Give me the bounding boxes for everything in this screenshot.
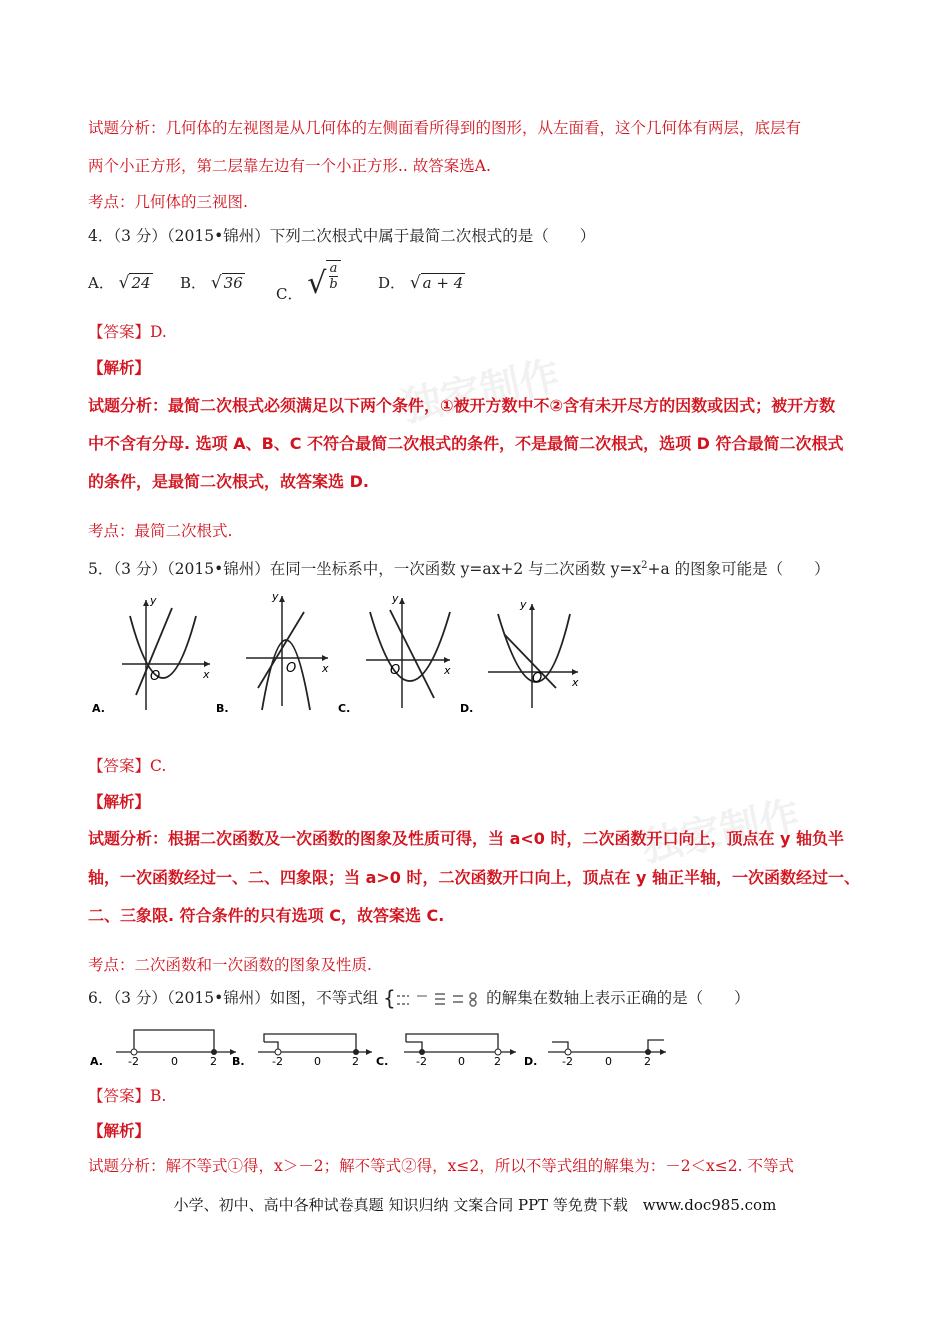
q4-analysis-line1: 试题分析：最简二次根式必须满足以下两个条件，①被开方数中不②含有未开尽方的因数或因式；被开方数 bbox=[88, 396, 836, 415]
tick-label: -2 bbox=[562, 1055, 573, 1068]
option-label: C． bbox=[276, 285, 303, 303]
q4-option-b: B． √ 36 bbox=[180, 273, 243, 293]
option-label: A． bbox=[88, 274, 114, 292]
stem-text: 的解集在数轴上表示正确的是（ ） bbox=[486, 989, 750, 1007]
y-axis-label: y bbox=[392, 592, 399, 605]
stem-text: 5．（3 分）（2015•锦州）在同一坐标系中，一次函数 y=ax+2 与二次函数 y=x bbox=[88, 560, 642, 579]
q4-stem: 4．（3 分）（2015•锦州）下列二次根式中属于最简二次根式的是（ ） bbox=[88, 227, 596, 245]
q6-number-lines bbox=[86, 1022, 686, 1072]
q4-jiexi-tag: 【解析】 bbox=[88, 359, 151, 377]
q3-analysis-line1: 试题分析：几何体的左视图是从几何体的左侧面看所得到的图形，从左面看，这个几何体有两层，底层有 bbox=[88, 119, 802, 137]
origin-label: O bbox=[390, 663, 401, 678]
graph-label: C. bbox=[338, 702, 351, 715]
tick-label: 2 bbox=[644, 1055, 651, 1068]
line-label: D. bbox=[524, 1055, 538, 1068]
graph-label: D. bbox=[460, 702, 474, 715]
answer-value: B. bbox=[150, 1087, 167, 1105]
answer-tag: 【答案】 bbox=[88, 323, 151, 341]
q6-analysis-line1: 试题分析：解不等式①得，x＞－2；解不等式②得，x≤2，所以不等式组的解集为：－2＜x≤2. 不等式 bbox=[88, 1157, 795, 1175]
fraction-numerator: a bbox=[329, 261, 338, 276]
option-label: D． bbox=[378, 274, 406, 292]
tick-label: 0 bbox=[171, 1055, 178, 1068]
line-label: C. bbox=[376, 1055, 389, 1068]
q4-option-d: D． √ a + 4 bbox=[378, 273, 464, 293]
graph-label: B. bbox=[216, 702, 229, 715]
answer-tag: 【答案】 bbox=[88, 1087, 151, 1105]
tick-label: 0 bbox=[605, 1055, 612, 1068]
q6-stem bbox=[88, 988, 750, 1010]
radicand: a + 4 bbox=[422, 274, 464, 292]
origin-label: O bbox=[286, 661, 297, 676]
graph-a bbox=[92, 594, 210, 715]
number-line-c bbox=[376, 1034, 516, 1068]
stem-superscript: 2 bbox=[641, 560, 648, 571]
number-line-a bbox=[90, 1030, 236, 1068]
watermark: 独家制作 bbox=[637, 792, 804, 872]
q4-option-a: A． √ 24 bbox=[88, 273, 151, 293]
footer-url[interactable]: www.doc985.com bbox=[642, 1196, 777, 1214]
answer-tag: 【答案】 bbox=[88, 757, 151, 775]
x-axis-label: x bbox=[203, 668, 210, 681]
tick-label: 2 bbox=[494, 1055, 501, 1068]
y-axis-label: y bbox=[150, 594, 157, 607]
answer-value: D. bbox=[150, 323, 167, 341]
answer-value: C. bbox=[150, 757, 167, 775]
q6-answer bbox=[88, 1086, 166, 1106]
graph-label: A. bbox=[92, 702, 105, 715]
svg-text:{: { bbox=[383, 988, 396, 1010]
q5-analysis-line3: 二、三象限. 符合条件的只有选项 C，故答案选 C. bbox=[88, 906, 445, 925]
x-axis-label: x bbox=[444, 664, 451, 677]
tick-label: 0 bbox=[458, 1055, 465, 1068]
number-line-b bbox=[232, 1034, 372, 1068]
x-axis-label: x bbox=[322, 662, 329, 675]
q3-analysis-line2: 两个小正方形，第二层靠左边有一个小正方形.. 故答案选A. bbox=[88, 157, 491, 175]
number-line-d bbox=[524, 1040, 666, 1068]
y-axis-label: y bbox=[520, 598, 527, 611]
graph-b bbox=[216, 590, 329, 715]
q4-analysis-line2: 中不含有分母. 选项 A、B、C 不符合最简二次根式的条件，不是最简二次根式，选项 D 符合最简二次根式 bbox=[88, 434, 844, 453]
q3-kaodian: 考点：几何体的三视图. bbox=[88, 193, 248, 211]
tick-label: 2 bbox=[210, 1055, 217, 1068]
y-axis-label: y bbox=[272, 590, 279, 603]
tick-label: -2 bbox=[272, 1055, 283, 1068]
inequality-system-image bbox=[383, 988, 481, 1010]
q4-option-c: C． √ $\frac{a}{b}$ bbox=[276, 260, 341, 295]
stem-text: 6．（3 分）（2015•锦州）如图，不等式组 bbox=[88, 989, 379, 1007]
tick-label: 2 bbox=[352, 1055, 359, 1068]
line-label: A. bbox=[90, 1055, 103, 1068]
q5-analysis-line2: 轴，一次函数经过一、二、四象限；当 a>0 时，二次函数开口向上，顶点在 y 轴正半轴，一次函数经过一、 bbox=[88, 868, 861, 887]
stem-text: +a 的图象可能是（ ） bbox=[647, 560, 830, 579]
q5-analysis-line1: 试题分析：根据二次函数及一次函数的图象及性质可得，当 a<0 时，二次函数开口向上，顶点在 y 轴负半 bbox=[88, 829, 845, 848]
q5-jiexi-tag: 【解析】 bbox=[88, 793, 151, 811]
q4-kaodian: 考点：最简二次根式. bbox=[88, 522, 233, 540]
q4-analysis-line3: 的条件，是最简二次根式，故答案选 D. bbox=[88, 472, 369, 491]
q6-jiexi-tag: 【解析】 bbox=[88, 1122, 151, 1140]
watermark: 独家制作 bbox=[397, 352, 564, 432]
radicand: 36 bbox=[223, 274, 243, 292]
q5-graphs bbox=[86, 590, 706, 720]
x-axis-label: x bbox=[572, 676, 579, 689]
footer-text: 小学、初中、高中各种试卷真题 知识归纳 文案合同 PPT 等免费下载 bbox=[173, 1196, 628, 1214]
origin-label: O bbox=[532, 671, 543, 686]
fraction-denominator: b bbox=[329, 277, 338, 292]
radicand: 24 bbox=[131, 274, 151, 292]
tick-label: -2 bbox=[128, 1055, 139, 1068]
line-label: B. bbox=[232, 1055, 245, 1068]
q4-answer bbox=[88, 322, 167, 342]
origin-label: O bbox=[150, 669, 161, 684]
q5-stem bbox=[88, 556, 830, 579]
graph-d bbox=[460, 598, 579, 715]
tick-label: -2 bbox=[416, 1055, 427, 1068]
q5-answer bbox=[88, 756, 166, 776]
graph-c bbox=[338, 592, 451, 715]
q5-kaodian: 考点：二次函数和一次函数的图象及性质. bbox=[88, 956, 372, 974]
option-label: B． bbox=[180, 274, 207, 292]
page-footer bbox=[0, 1194, 950, 1215]
tick-label: 0 bbox=[314, 1055, 321, 1068]
